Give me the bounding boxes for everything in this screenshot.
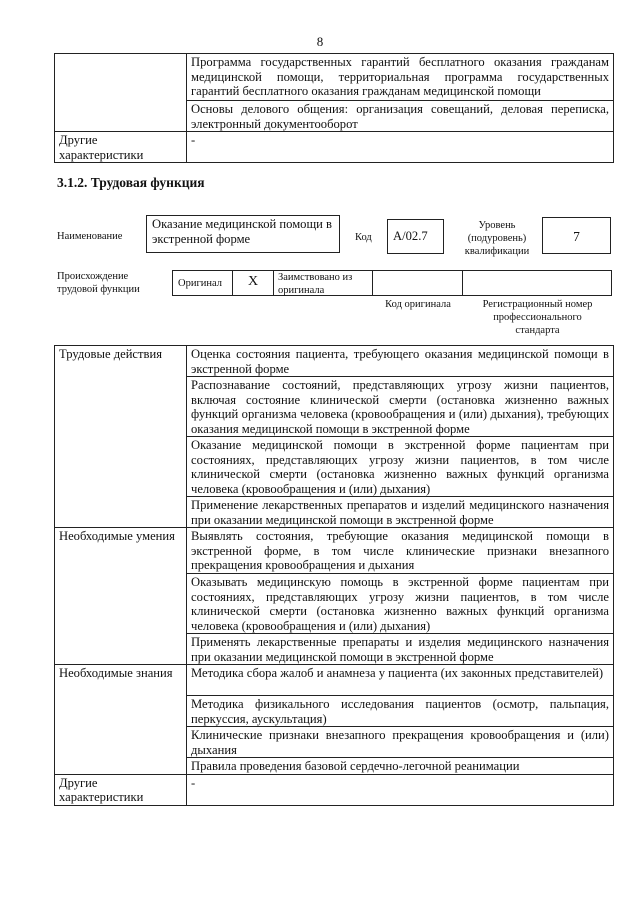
borrowed-label: Заимствовано из оригинала bbox=[278, 272, 353, 296]
divider bbox=[273, 270, 274, 296]
name-label: Наименование bbox=[57, 231, 123, 242]
table-cell: Распознавание состояний, представляющих угрозу жизни пациентов, включая состояние клинической смерти (остановка жизненно важных функций организма человека (кровообращения и (или) дыхания), требующих оказания медицинской помощи в экстренной форме bbox=[187, 377, 614, 437]
table-cell: Методика физикального исследования пациентов (осмотр, пальпация, перкуссия, аускультация) bbox=[187, 696, 614, 727]
name-value-text: Оказание медицинской помощи в экстренной форме bbox=[152, 217, 333, 246]
origin-label: Происхождение трудовой функции bbox=[57, 271, 140, 295]
original-mark: X bbox=[248, 274, 259, 289]
row-label: Необходимые знания bbox=[55, 665, 187, 775]
reg-number-caption: Регистрационный номер профессионального стандарта bbox=[482, 299, 593, 336]
origin-row bbox=[172, 270, 612, 296]
table-cell: Оказывать медицинскую помощь в экстренной форме пациентам при состояниях, представляющих угрозу жизни пациентов, в том числе клинической смерти (остановка жизненно важных функций организма человека (кровообращения и (или) дыхания) bbox=[187, 574, 614, 634]
divider bbox=[462, 270, 463, 296]
code-original-caption: Код оригинала bbox=[385, 299, 451, 310]
original-label: Оригинал bbox=[178, 278, 222, 289]
page-number: 8 bbox=[316, 34, 324, 49]
table-cell: Методика сбора жалоб и анамнеза у пациента (их законных представителей) bbox=[187, 665, 614, 696]
table-cell: Правила проведения базовой сердечно-легочной реанимации bbox=[187, 758, 614, 775]
section-title: 3.1.2. Трудовая функция bbox=[57, 175, 205, 190]
table-cell: Оказание медицинской помощи в экстренной форме пациентам при состояниях, представляющих угрозу жизни пациентов, в том числе клинической смерти (остановка жизненно важных функций организма человека (кровообращения и (или) дыхания) bbox=[187, 437, 614, 497]
table-cell: Применение лекарственных препаратов и изделий медицинского назначения при оказании медицинской помощи в экстренной форме bbox=[187, 497, 614, 528]
table-cell: Применять лекарственные препараты и изделия медицинского назначения при оказании медицинской помощи в экстренной форме bbox=[187, 634, 614, 665]
level-value bbox=[542, 217, 611, 254]
table-cell: Программа государственных гарантий бесплатного оказания гражданам медицинской помощи, территориальная программа государственных гарантий бесплатного оказания гражданам медицинской помощи bbox=[187, 54, 614, 101]
table-cell: Основы делового общения: организация совещаний, деловая переписка, электронный документооборот bbox=[187, 101, 614, 132]
divider bbox=[232, 270, 233, 296]
row-label: Другие характеристики bbox=[55, 774, 187, 805]
code-label: Код bbox=[355, 232, 372, 243]
row-label: Необходимые умения bbox=[55, 528, 187, 665]
divider bbox=[372, 270, 373, 296]
labor-function-table bbox=[54, 345, 614, 806]
continued-table bbox=[54, 53, 614, 163]
level-label: Уровень (подуровень) квалификации bbox=[464, 220, 530, 257]
table-cell: Оценка состояния пациента, требующего оказания медицинской помощи в экстренной форме bbox=[187, 346, 614, 377]
row-label: Другие характеристики bbox=[55, 132, 187, 163]
table-cell: - bbox=[187, 774, 614, 805]
table-cell: - bbox=[187, 132, 614, 163]
level-value-text: 7 bbox=[573, 229, 580, 244]
row-label: Трудовые действия bbox=[55, 346, 187, 528]
table-cell: Выявлять состояния, требующие оказания медицинской помощи в экстренной форме, в том числе клинические признаки внезапного прекращения кровообращения и дыхания bbox=[187, 528, 614, 574]
name-value bbox=[146, 215, 340, 253]
table-cell: Клинические признаки внезапного прекращения кровообращения и (или) дыхания bbox=[187, 727, 614, 758]
code-value-text: А/02.7 bbox=[393, 229, 428, 243]
row-label bbox=[55, 54, 187, 132]
code-value bbox=[387, 219, 444, 254]
